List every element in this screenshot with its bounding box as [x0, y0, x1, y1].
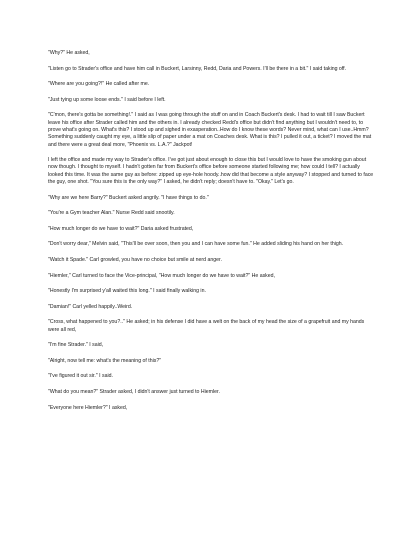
paragraph: "Listen go to Strader's office and have him call in Buckert, Larsinny, Redd, Daria and Powers. I'll be there in a bit." I said taking off.	[48, 65, 347, 72]
paragraph: "Honestly I'm surprised y'all waited this long." I said finally walking in.	[48, 288, 206, 295]
paragraph: "Everyone here Hiemler?" I asked,	[48, 404, 128, 411]
paragraph: "Why?" He asked,	[48, 50, 90, 56]
paragraph: "Don't worry dear," Melvin said, "This'll be over soon, then you and I can have some fun." He added sliding his hand on her thigh.	[48, 241, 344, 248]
paragraph: "I've figured it out sir." I said.	[48, 373, 113, 380]
paragraph: "Why are we here Barry?" Buckert asked angrily. "I have things to do."	[48, 194, 209, 201]
paragraph: "Damian!" Carl yelled happily..Weird.	[48, 303, 133, 310]
paragraph: "You're a Gym teacher Alan." Nurse Redd said snootily.	[48, 210, 175, 217]
paragraph: "I'm fine Strader." I said,	[48, 342, 104, 349]
paragraph: "Watch it Spade." Carl growled, you have no choice but smile at nerd anger.	[48, 257, 222, 264]
document-body	[48, 50, 376, 420]
paragraph: I left the office and made my way to Strader's office. I've got just about enough to close this but I would love to have the smoking gun about now though. I thought to myself. I hadn't gotten far from Buckert's office before someone started following me; how could I tell? I actually looked this time. It was the same guy as before: zipped up eye-hole hoody..how did that become a style anyway? I stopped and turned to face the guy, one shot. "You sure this is the only way?" I asked, he didn't reply; doesn't have to. "Okay." Let's go.	[48, 157, 374, 186]
paragraph: "Cross, what happened to you?.." He asked; in his defense I did have a welt on the back of my head the size of a grapefruit and my hands were all red,	[48, 319, 365, 333]
paragraph: "C'mon, there's gotta be something!." I said as I was going through the stuff on and in Coach Buckert's desk. I had to wait till I saw Buckert leave his office after Strader called him and the others in. I already checked Redd's office but didn't find anything but I wouldn't need to, to prove what's going on. What's this? I stood up and sighed in exasperation..How do I know these words? Never mind, what can I use..Hmm? Something suddenly caught my eye, a little slip of paper under a mat on Coaches desk. What is this? I pulled it out, a ticket? I moved the mat and there were a great deal more, "Phoenix vs. L.A.?" Jackpot!	[48, 112, 372, 148]
paragraph: "What do you mean?" Strader asked, I didn't answer just turned to Hiemler.	[48, 389, 220, 396]
paragraph: "Just tying up some loose ends." I said before I left.	[48, 96, 166, 103]
paragraph: "Hiemler," Carl turned to face the Vice-principal, "How much longer do we have to wait?" He asked,	[48, 272, 275, 279]
paragraph: "Where are you going?!" He called after me.	[48, 81, 150, 88]
paragraph: "Alright, now tell me: what's the meaning of this?"	[48, 357, 162, 364]
paragraph: "How much longer do we have to wait?" Daria asked frustrated,	[48, 225, 194, 232]
